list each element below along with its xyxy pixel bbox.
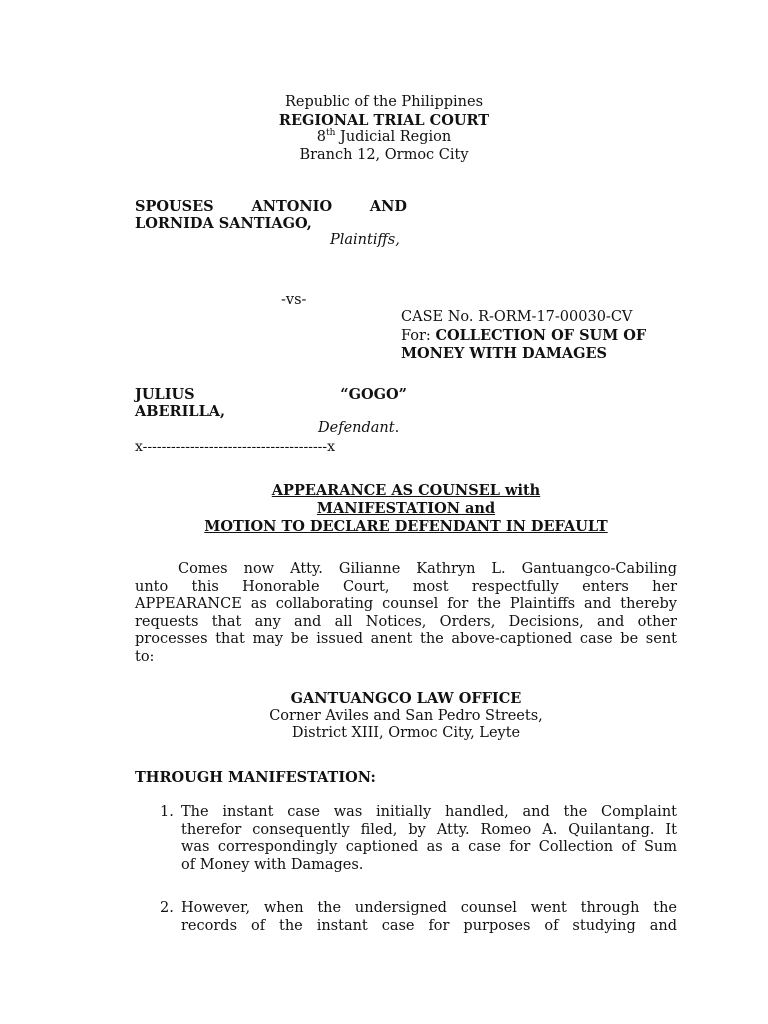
plaintiffs-line-1: SPOUSES ANTONIO AND	[135, 198, 407, 215]
plaintiffs-block	[135, 198, 407, 249]
list-item-text: However, when the undersigned counsel went through the records of the instant case for purposes of studying and	[181, 900, 677, 934]
document-title	[0, 482, 768, 536]
defendant-block	[135, 386, 407, 437]
case-number: CASE No. R-ORM-17-00030-CV	[401, 309, 633, 325]
office-name: GANTUANGCO LAW OFFICE	[290, 690, 522, 707]
manifestation-heading: THROUGH MANIFESTATION:	[135, 769, 376, 786]
paragraph-line: Comes now Atty. Gilianne Kathryn L. Gantuangco-Cabiling	[178, 561, 677, 577]
paragraph-line: processes that may be issued anent the above-captioned case be sent	[135, 631, 677, 647]
caption-divider: x---------------------------------------x	[135, 439, 336, 455]
list-item-number: 1.	[160, 804, 174, 820]
court-name: REGIONAL TRIAL COURT	[278, 111, 490, 129]
republic-line: Republic of the Philippines	[284, 94, 484, 110]
case-nature-line-2: MONEY WITH DAMAGES	[401, 345, 608, 362]
list-item	[160, 804, 677, 876]
office-address-line-2: District XIII, Ormoc City, Leyte	[291, 725, 521, 741]
case-nature: For: COLLECTION OF SUM OF	[401, 326, 647, 344]
list-item-text: The instant case was initially handled, and the Complaint therefor consequently filed, by Atty. Romeo A. Quilantang. It was correspondingly captioned as a case for Collection of Sum of Money with Damages.	[181, 804, 677, 873]
versus-label: -vs-	[281, 292, 307, 308]
list-item	[160, 900, 677, 936]
title-line-1: APPEARANCE AS COUNSEL with	[271, 482, 541, 499]
plaintiffs-role: Plaintiffs,	[330, 232, 400, 248]
paragraph-line: APPEARANCE as collaborating counsel for the Plaintiffs and thereby	[135, 596, 677, 612]
paragraph-line: unto this Honorable Court, most respectfully enters her	[135, 578, 677, 595]
defendant-role: Defendant.	[318, 420, 400, 436]
case-block	[401, 309, 681, 363]
plaintiffs-line-2: LORNIDA SANTIAGO,	[135, 215, 312, 232]
branch-line: Branch 12, Ormoc City	[299, 146, 469, 163]
paragraph-line: requests that any and all Notices, Orders, Decisions, and other	[135, 613, 677, 630]
judicial-region: 8th Judicial Region	[316, 128, 452, 145]
law-office-address	[0, 690, 768, 743]
title-line-2: MANIFESTATION and	[316, 500, 496, 517]
title-line-3: MOTION TO DECLARE DEFENDANT IN DEFAULT	[204, 518, 608, 535]
court-header	[0, 94, 768, 164]
defendant-line-2: ABERILLA,	[135, 403, 226, 420]
appearance-paragraph	[135, 561, 677, 666]
paragraph-line: to:	[135, 648, 155, 665]
defendant-line-1: JULIUS “GOGO”	[135, 386, 407, 403]
list-item-number: 2.	[160, 900, 174, 916]
office-address-line-1: Corner Aviles and San Pedro Streets,	[269, 707, 543, 724]
